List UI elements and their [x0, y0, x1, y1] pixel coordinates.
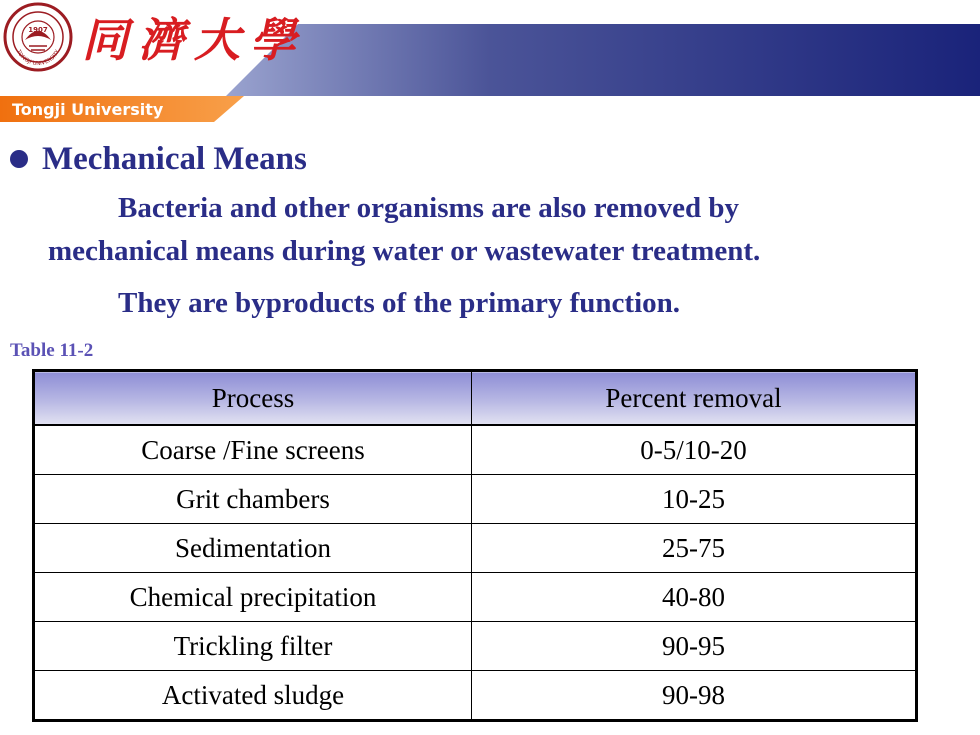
percent-removal-cell: 10-25	[472, 475, 917, 524]
svg-text:1907: 1907	[28, 26, 48, 34]
section-heading-text: Mechanical Means	[42, 141, 307, 177]
process-cell: Activated sludge	[34, 671, 472, 721]
removal-table	[32, 369, 918, 722]
process-cell: Sedimentation	[34, 524, 472, 573]
table-header-row	[34, 371, 917, 426]
percent-removal-cell: 40-80	[472, 573, 917, 622]
process-cell: Chemical precipitation	[34, 573, 472, 622]
school-name-char: 同	[82, 13, 132, 67]
paragraph-line: Bacteria and other organisms are also removed by	[118, 192, 740, 224]
table-caption: Table 11-2	[10, 340, 94, 361]
table-row	[34, 671, 917, 721]
percent-removal-cell: 90-98	[472, 671, 917, 721]
table-row	[34, 475, 917, 524]
column-header-process: Process	[34, 371, 472, 426]
paragraph-line: They are byproducts of the primary function.	[118, 287, 681, 319]
table-row	[34, 524, 917, 573]
school-name-calligraphy	[82, 8, 300, 72]
school-name-char: 大	[194, 13, 244, 67]
bullet-icon	[10, 150, 28, 168]
university-label: Tongji University	[12, 100, 164, 119]
school-name-char: 學	[250, 13, 300, 67]
table-row	[34, 622, 917, 671]
percent-removal-cell: 90-95	[472, 622, 917, 671]
percent-removal-cell: 0-5/10-20	[472, 425, 917, 475]
svg-text:TONGJI UNIVERSITY: TONGJI UNIVERSITY	[14, 49, 62, 68]
percent-removal-cell: 25-75	[472, 524, 917, 573]
slide-header	[0, 0, 980, 130]
paragraph-line: mechanical means during water or wastewater treatment.	[48, 235, 761, 267]
table-row	[34, 425, 917, 475]
school-name-char: 濟	[138, 13, 188, 67]
section-heading	[8, 140, 307, 178]
navy-banner	[226, 24, 980, 96]
process-cell: Trickling filter	[34, 622, 472, 671]
university-seal-logo	[3, 2, 73, 72]
process-cell: Coarse /Fine screens	[34, 425, 472, 475]
table-row	[34, 573, 917, 622]
process-cell: Grit chambers	[34, 475, 472, 524]
column-header-percent-removal: Percent removal	[472, 371, 917, 426]
